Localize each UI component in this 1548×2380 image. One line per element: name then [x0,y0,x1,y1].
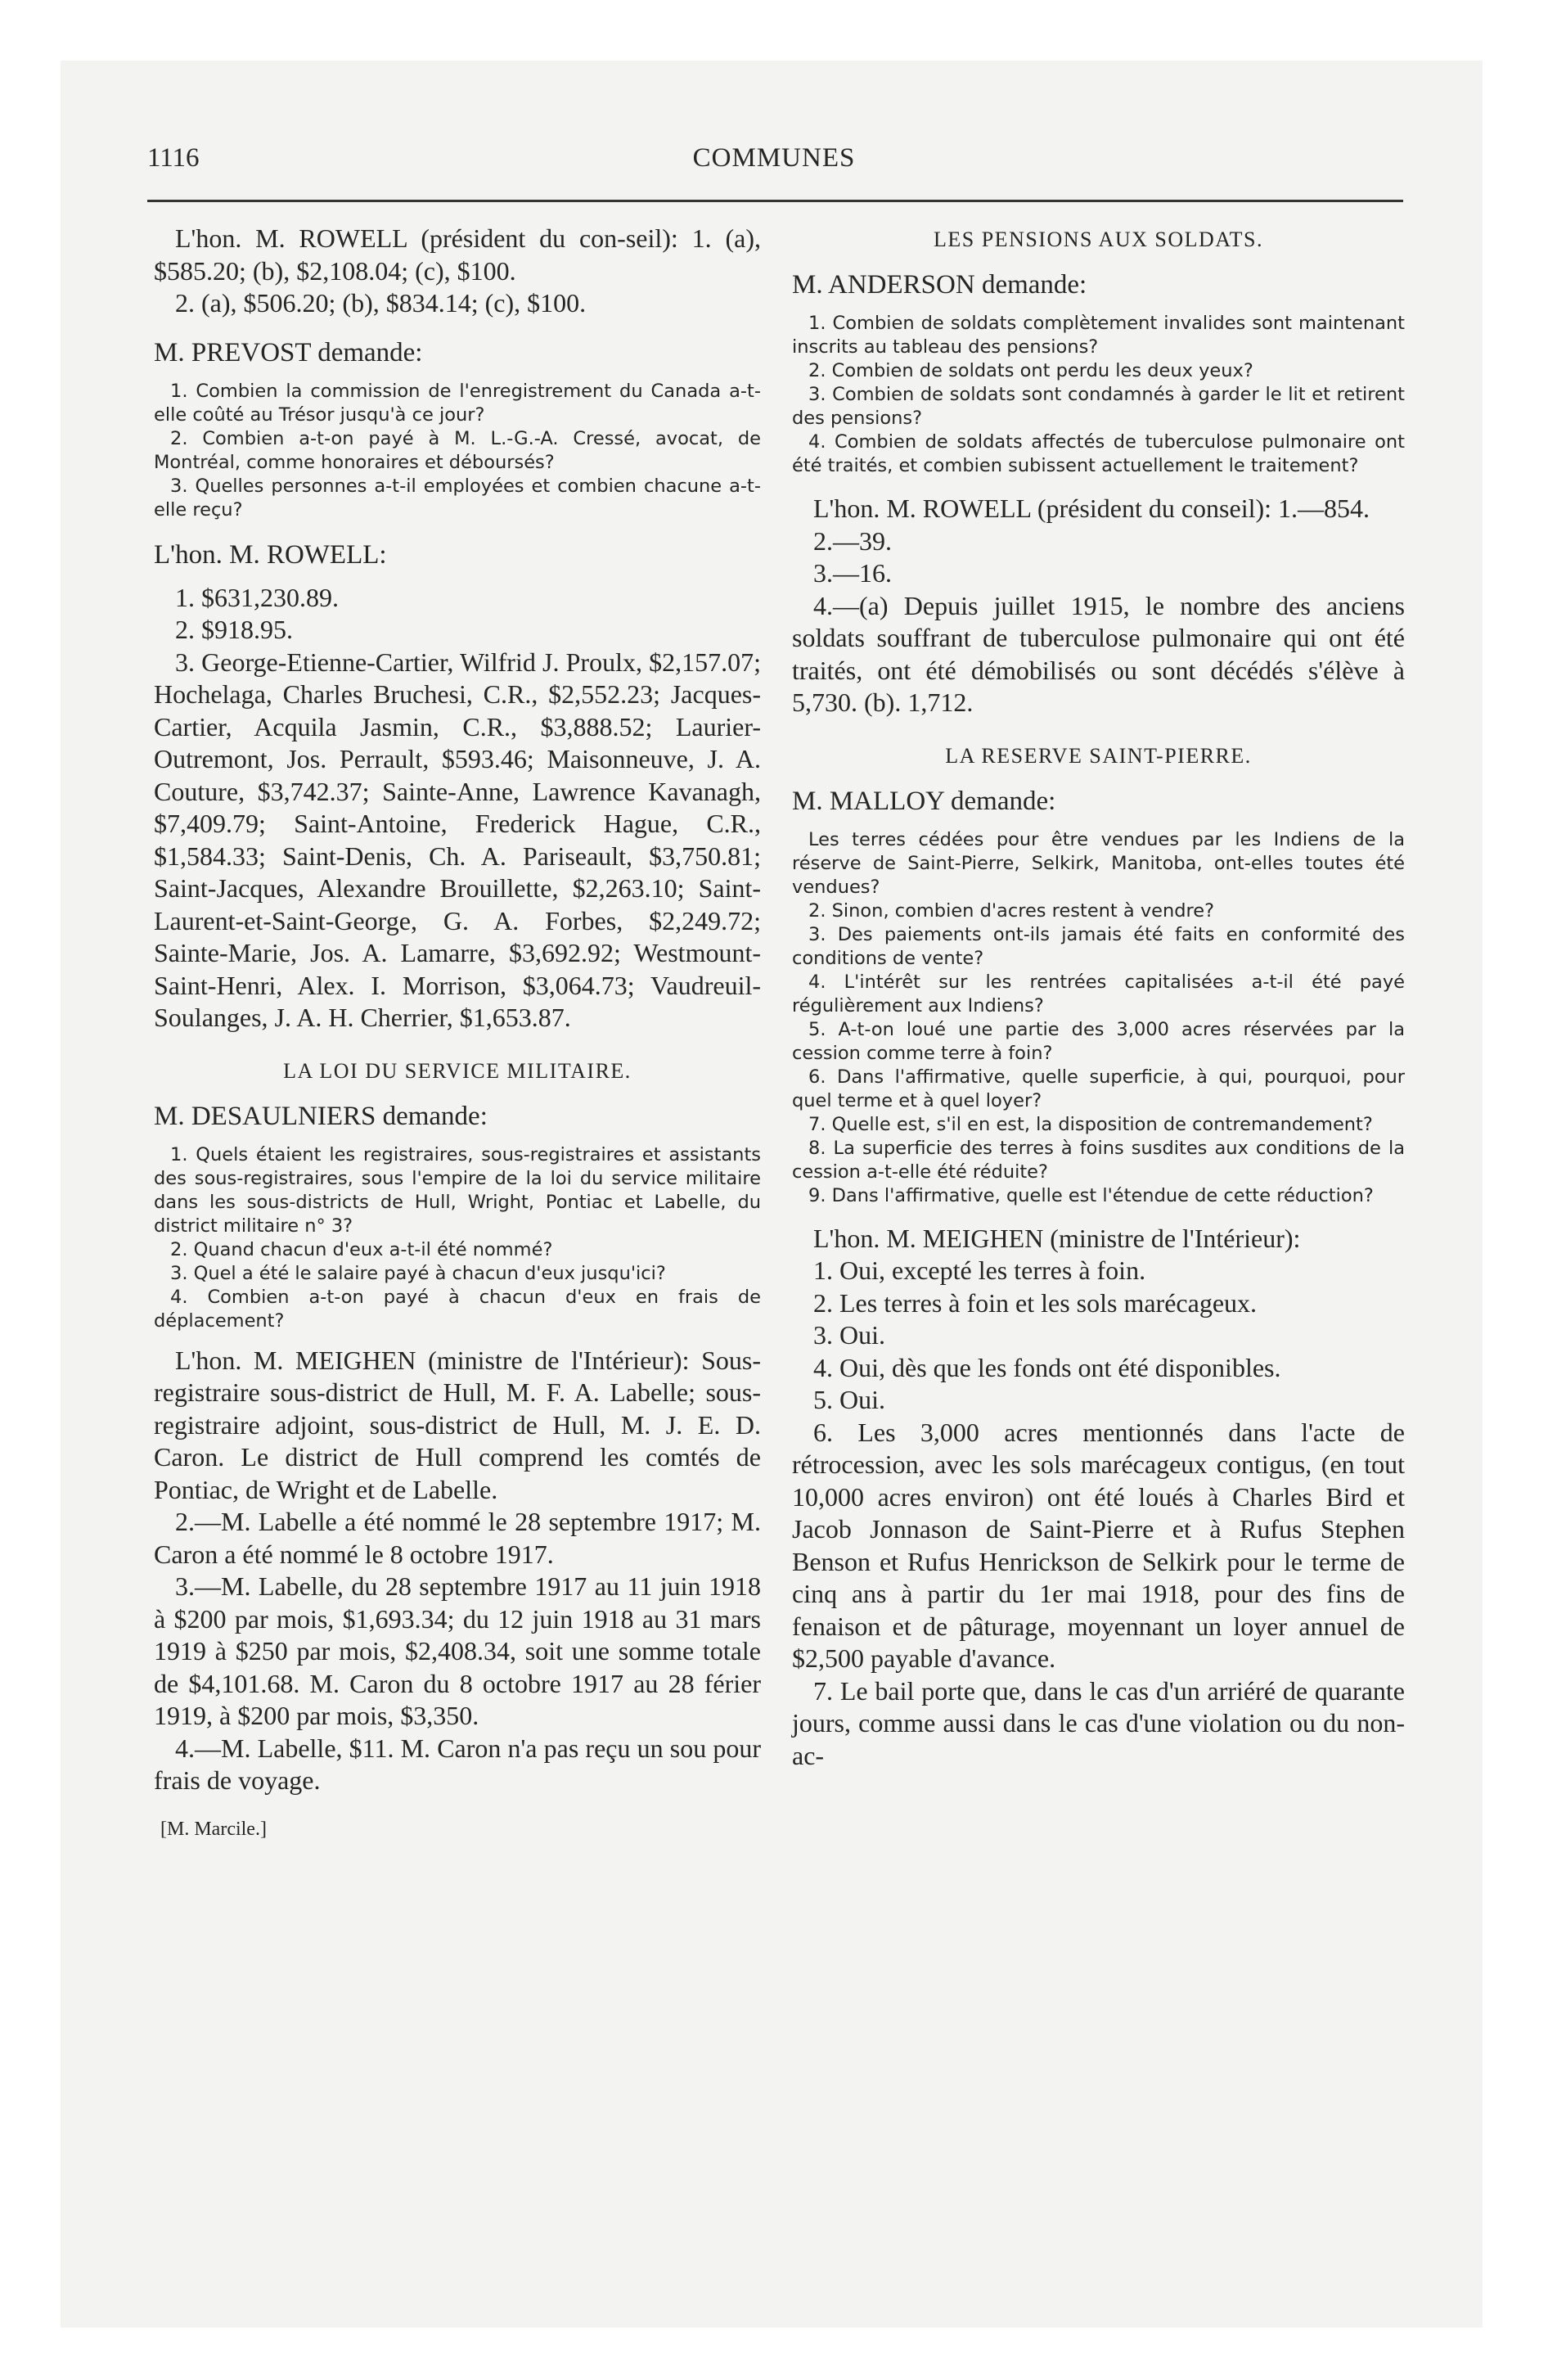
speaker-line [154,1345,761,1507]
answer-text: 1.—854. [1278,494,1370,523]
answer-text: 6. Les 3,000 acres mentionnés dans l'acte de rétrocession, avec les sols marécageux contigus, (en tout 10,000 acres environ) ont été loués à Charles Bird et Jacob Jonnason de Saint-Pierre et à Rufus Stephen Benson et Rufus Henrickson de Selkirk pour le terme de cinq ans à partir du 1er mai 1918, pour des fins de fenaison et de pâturage, moyennant un loyer annuel de $2,500 payable d'avance. [792,1417,1405,1673]
question-item: 3. Quelles personnes a-t-il employées et combien chacune a-t-elle reçu? [154,475,761,521]
question-item: 2. Sinon, combien d'acres restent à vendre? [808,899,1215,922]
speaker-line [154,223,761,287]
question-item: 1. Quels étaient les registraires, sous-registraires et assistants des sous-registraires, sous l'empire de la loi du service militaire dans les sous-districts de Hull, Wright, Pontiac et Labelle, du district militaire n° 3? [154,1143,761,1237]
speaker-rowell: L'hon. M. ROWELL (président du conseil): [813,494,1272,523]
question-item: 8. La superficie des terres à foins susdites aux conditions de la cession a-t-elle été réduite? [792,1137,1405,1183]
speaker-rowell: L'hon. M. ROWELL: [154,539,387,570]
answer-text: 4. Oui, dès que les fonds ont été disponibles. [813,1352,1281,1382]
question-item: 1. Combien la commission de l'enregistrement du Canada a-t-elle coûté au Trésor jusqu'à ce jour? [154,380,761,426]
question-item: 3. Des paiements ont-ils jamais été faits en conformité des conditions de vente? [792,923,1405,969]
speaker-malloy: M. MALLOY demande: [792,786,1056,816]
question-item: 4. Combien de soldats affectés de tuberculose pulmonaire ont été traités, et combien subissent actuellement le traitement? [792,431,1405,476]
rowell-answer-1 [154,223,761,320]
answer-text: 1. Oui, excepté les terres à foin. [813,1255,1146,1285]
speaker-rowell: L'hon. M. ROWELL (président du con-seil): [175,223,678,253]
answer-text: 1. (a), $585.20; (b), $2,108.04; (c), $100. [154,223,762,286]
question-item: 9. Dans l'affirmative, quelle est l'étendue de cette réduction? [808,1184,1374,1206]
answer-text: 7. Le bail porte que, dans le cas d'un arriéré de quarante jours, comme aussi dans le cas d'une violation ou du non-ac- [792,1675,1405,1770]
question-item: 5. A-t-on loué une partie des 3,000 acres réservées par la cession comme terre à foin? [792,1018,1405,1064]
answer-text: 3. George-Etienne-Cartier, Wilfrid J. Proulx, $2,157.07; Hochelaga, Charles Bruchesi, C.R., $2,552.23; Jacques-Cartier, Acquila Jasmin, C.R., $3,888.52; Laurier-Outremont, Jos. Perrault, $593.46; Maisonneuve, J. A. Couture, $3,742.37; Sainte-Anne, Lawrence Kavanagh, $7,409.79; Saint-Antoine, Frederick Hague, C.R., $1,584.33; Saint-Denis, Ch. A. Pariseault, $3,750.81; Saint-Jacques, Alexandre Brouillette, $2,263.10; Saint-Laurent-et-Saint-George, G. A. Forbes, $2,249.72; Sainte-Marie, Jos. A. Lamarre, $3,692.92; Westmount-Saint-Henri, Alex. I. Morrison, $3,064.73; Vaudreuil-Soulanges, J. A. H. Cherrier, $1,653.87. [154,647,761,1032]
answer-text: 2.—39. [813,525,892,556]
question-item: 7. Quelle est, s'il en est, la disposition de contremandement? [808,1113,1373,1135]
desaulniers-questions [154,1143,761,1333]
answer-text: 2. (a), $506.20; (b), $834.14; (c), $100. [175,288,587,318]
right-column [792,223,1405,1772]
question-item: 1. Combien de soldats complètement invalides sont maintenant inscrits au tableau des pensions? [792,313,1405,358]
answer-text: 2. $918.95. [175,615,293,644]
answer-text: 3.—M. Labelle, du 28 septembre 1917 au 11 juin 1918 à $200 par mois, $1,693.34; du 12 juin 1918 au 31 mars 1919 à $250 par mois, $2,408.34, soit une somme totale de $4,101.68. M. Caron du 8 octobre 1917 au 28 férier 1919, à $200 par mois, $3,350. [154,1571,761,1730]
speaker-meighen: L'hon. M. MEIGHEN (ministre de l'Intérieur): [813,1223,1301,1253]
answer-text: Sous-registraire sous-district de Hull, M. F. A. Labelle; sous-registraire adjoint, sous-district de Hull, M. J. E. D. Caron. Le district de Hull comprend les comtés de Pontiac, de Wright et de Labelle. [154,1345,762,1504]
question-item: 2. Combien de soldats ont perdu les deux yeux? [808,360,1253,381]
answer-text: 3.—16. [813,558,892,588]
speaker-meighen: L'hon. M. MEIGHEN (ministre de l'Intérieur): [175,1345,690,1375]
meighen-answer-1 [154,1345,761,1797]
meighen-answer-2 [792,1223,1405,1773]
question-item: 4. L'intérêt sur les rentrées capitalisées a-t-il été payé régulièrement aux Indiens? [792,971,1405,1016]
speaker-desaulniers: M. DESAULNIERS demande: [154,1101,488,1131]
rowell-answer-2 [154,582,761,1034]
answer-text: 4.—(a) Depuis juillet 1915, le nombre des anciens soldats souffrant de tuberculose pulmonaire qui ont été traités, ont été démobilisés ou sont décédés s'élève à 5,730. (b). 1,712. [792,590,1405,717]
question-item: 6. Dans l'affirmative, quelle superficie, à qui, pourquoi, pour quel terme et à quel loyer? [792,1066,1405,1111]
question-item: 2. Quand chacun d'eux a-t-il été nommé? [170,1238,553,1260]
question-item: Les terres cédées pour être vendues par les Indiens de la réserve de Saint-Pierre, Selkirk, Manitoba, ont-elles toutes été vendues? [792,828,1405,898]
answer-text: 2.—M. Labelle a été nommé le 28 septembre 1917; M. Caron a été nommé le 8 octobre 1917. [154,1507,761,1569]
marginal-note: [M. Marcile.] [160,1818,267,1840]
answer-text: 1. $631,230.89. [175,582,339,612]
section-heading-military: LA LOI DU SERVICE MILITAIRE. [283,1058,632,1083]
speaker-anderson: M. ANDERSON demande: [792,270,1087,300]
prevost-questions [154,380,761,522]
answer-text: 3. Oui. [813,1320,885,1350]
running-title: COMMUNES [692,143,856,173]
speaker-prevost: M. PREVOST demande: [154,337,423,367]
question-item: 4. Combien a-t-on payé à chacun d'eux en frais de déplacement? [154,1286,761,1332]
question-item: 3. Quel a été le salaire payé à chacun d'eux jusqu'ici? [170,1262,666,1284]
header-rule [147,200,1403,202]
answer-text: 5. Oui. [813,1385,885,1414]
anderson-questions [792,312,1405,478]
answer-text: 4.—M. Labelle, $11. M. Caron n'a pas reçu un sou pour frais de voyage. [154,1733,761,1795]
rowell-answer-3 [792,493,1405,719]
speaker-line [792,493,1405,525]
malloy-questions [792,828,1405,1208]
question-item: 3. Combien de soldats sont condamnés à garder le lit et retirent des pensions? [792,384,1405,429]
left-column [154,223,761,1841]
question-item: 2. Combien a-t-on payé à M. L.-G.-A. Cressé, avocat, de Montréal, comme honoraires et déboursés? [154,427,761,473]
page-number: 1116 [147,143,200,173]
section-heading-reserve: LA RESERVE SAINT-PIERRE. [945,743,1252,768]
section-heading-pensions: LES PENSIONS AUX SOLDATS. [934,228,1263,251]
answer-text: 2. Les terres à foin et les sols marécageux. [813,1287,1258,1318]
